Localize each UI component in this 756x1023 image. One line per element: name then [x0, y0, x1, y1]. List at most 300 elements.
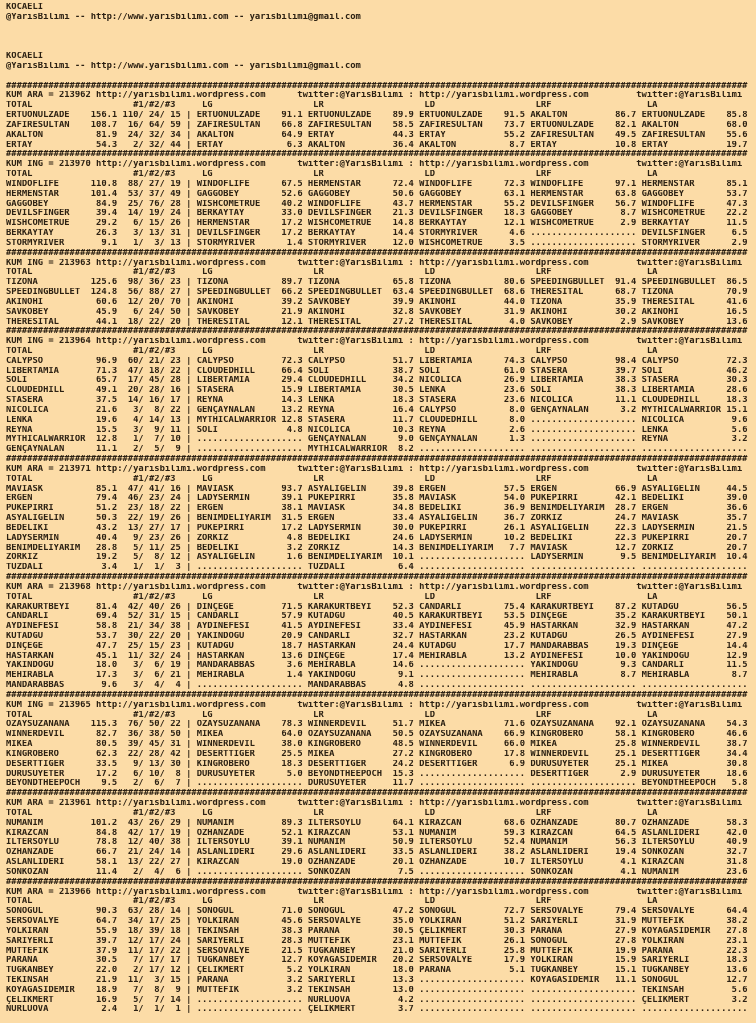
pick-name: TEKINSAH — [196, 926, 277, 936]
pick-value: 9.0 — [387, 435, 420, 445]
column-divider: | — [180, 120, 197, 130]
pick-cell — [197, 180, 308, 189]
rank-counts: 22/ 28/ 42 — [117, 749, 181, 759]
column-divider: | — [180, 189, 197, 199]
table-row — [6, 642, 756, 652]
pick-value: 34.4 — [721, 749, 753, 759]
pick-cell — [530, 396, 641, 405]
pick-value: 82.1 — [609, 120, 642, 130]
table-row — [6, 239, 756, 249]
pick-value: 10.8 — [609, 140, 642, 150]
pick-value: 87.2 — [609, 602, 642, 612]
rank-counts: 13/ 27/ 17 — [117, 523, 181, 533]
pick-name: MIKEA — [419, 720, 499, 730]
pick-name: MYTHICALWARRIOR — [196, 415, 277, 425]
pick-name: SAVKOBEY — [530, 317, 610, 327]
pick-name: SARIYERLI — [641, 956, 722, 966]
column-divider: | — [180, 297, 197, 307]
pick-value: 8.0 — [498, 405, 531, 415]
pick-cell — [308, 947, 419, 956]
pick-name: TEKINSAH — [307, 985, 388, 995]
pick-cell — [419, 308, 530, 317]
pick-value: 38.2 — [721, 917, 753, 927]
column-divider: | — [180, 838, 197, 848]
pick-cell — [530, 288, 641, 297]
pick-cell — [197, 396, 308, 405]
horse-name: ASLANLIDERI — [6, 858, 86, 868]
column-divider: | — [180, 229, 197, 239]
pick-name: MAVIASK — [641, 514, 722, 524]
horse-name: TEKINSAH — [6, 975, 86, 985]
column-divider: | — [180, 818, 197, 828]
pick-value: 11.1 — [609, 396, 642, 406]
pick-name: TIZONA — [419, 278, 499, 288]
pick-value: 15.1 — [721, 405, 753, 415]
rank-counts: 63/ 28/ 14 — [117, 907, 181, 917]
pick-value: 29.6 — [276, 848, 308, 858]
pick-cell — [642, 534, 753, 543]
pick-value: 30.3 — [498, 926, 531, 936]
pick-name: TUGKANBEY — [196, 956, 277, 966]
table-row — [6, 544, 756, 554]
pick-cell — [642, 622, 753, 631]
pick-cell — [308, 357, 419, 366]
pick-cell — [419, 318, 530, 327]
rank-counts: 1/ 1/ 1 — [117, 1005, 181, 1015]
pick-cell — [197, 288, 308, 297]
column-divider: | — [180, 1005, 197, 1015]
pick-cell — [642, 485, 753, 494]
pick-name: KINGROBERO — [530, 730, 610, 740]
pick-value: 91.5 — [498, 111, 531, 121]
pick-cell — [530, 720, 641, 729]
horse-name: HERMENSTAR — [6, 189, 86, 199]
pick-value: 9.3 — [609, 661, 642, 671]
pick-cell — [308, 180, 419, 189]
pick-value: 5.2 — [276, 966, 308, 976]
pick-value: 52.4 — [498, 838, 531, 848]
pick-name: WINNERDEVIL — [307, 720, 388, 730]
pick-name: NUMANIM — [641, 867, 722, 877]
pick-name: PARANA — [196, 975, 277, 985]
rank-counts: 25/ 15/ 23 — [117, 641, 181, 651]
table-row — [6, 976, 756, 986]
pick-cell — [419, 858, 530, 867]
pick-cell — [419, 652, 530, 661]
pick-value: 50.1 — [721, 612, 753, 622]
pick-cell — [530, 121, 641, 130]
pick-cell — [642, 770, 753, 779]
pick-cell — [419, 524, 530, 533]
pick-value: 54.3 — [721, 720, 753, 730]
total-value: 9.6 — [85, 681, 118, 691]
pick-name: GENÇAYNALAN — [530, 405, 610, 415]
pick-value: 13.6 — [276, 651, 308, 661]
pick-cell — [642, 996, 753, 1005]
pick-name: PUKEPIRRI — [641, 533, 722, 543]
pick-name: MYTHICALWARRIOR — [641, 405, 722, 415]
pick-name: ERTUONULZADE — [530, 120, 610, 130]
missing-pick-dots: .................... — [530, 779, 642, 789]
pick-name: MÜTTEFIK — [641, 917, 722, 927]
pick-cell — [197, 740, 308, 749]
missing-pick-dots: .................... — [530, 425, 642, 435]
pick-name: MEHIRABLA — [641, 671, 722, 681]
pick-value: 39.1 — [276, 494, 308, 504]
race-section — [6, 789, 756, 877]
column-header: TOTAL #1/#2/#3 LG LR LD LRF LA — [6, 346, 748, 356]
pick-name: WISHCOMETRUE — [530, 219, 610, 229]
pick-cell — [419, 966, 530, 975]
pick-name: HASTARKAN — [641, 622, 722, 632]
pick-name: KARAKURTBEYI — [419, 612, 499, 622]
pick-cell — [530, 318, 641, 327]
pick-value: 12.1 — [276, 317, 308, 327]
pick-value: 85.1 — [721, 179, 753, 189]
pick-value: 33.4 — [387, 622, 420, 632]
pick-name: REYNA — [641, 435, 722, 445]
missing-pick-dots: .................... — [419, 681, 531, 691]
rank-counts: 76/ 50/ 22 — [117, 720, 181, 730]
rank-counts: 5/ 8/ 12 — [117, 553, 181, 563]
pick-cell — [642, 661, 753, 670]
horse-name: MÜTTEFIK — [6, 946, 86, 956]
column-divider: | — [180, 907, 197, 917]
pick-cell — [419, 956, 530, 965]
pick-value: 25.8 — [498, 946, 531, 956]
pick-cell — [642, 416, 753, 425]
pick-value: 21.3 — [387, 209, 420, 219]
pick-value: 44.3 — [387, 130, 420, 140]
pick-value: 71.0 — [276, 907, 308, 917]
rank-counts: 3/ 4/ 4 — [117, 681, 181, 691]
pick-name: ÖZAYSUZANANA — [307, 730, 388, 740]
pick-name: SAVKOBEY — [641, 317, 722, 327]
missing-pick-dots: .................... — [641, 1005, 753, 1015]
pick-cell — [197, 504, 308, 513]
column-header: TOTAL #1/#2/#3 LG LR LD LRF LA — [6, 474, 748, 484]
pick-name: THERESITAL — [641, 297, 722, 307]
total-value: 9.1 — [85, 238, 118, 248]
pick-name: ERTAY — [419, 130, 499, 140]
pick-value: 97.1 — [609, 179, 642, 189]
pick-name: MÜTTEFIK — [419, 936, 499, 946]
horse-name: SONKOZAN — [6, 867, 86, 877]
missing-pick-dots: .................... — [530, 563, 642, 573]
pick-cell — [197, 937, 308, 946]
pick-value: 74.3 — [498, 356, 531, 366]
pick-cell — [197, 209, 308, 218]
pick-cell — [419, 514, 530, 523]
total-value: 108.7 — [85, 120, 118, 130]
pick-name: SONOGUL — [641, 975, 722, 985]
pick-value: 25.1 — [609, 759, 642, 769]
pick-cell — [197, 308, 308, 317]
pick-value: 18.0 — [387, 966, 420, 976]
pick-value: 63.8 — [609, 189, 642, 199]
pick-value: 36.7 — [498, 514, 531, 524]
pick-cell — [308, 494, 419, 503]
pick-value: 3.7 — [387, 1005, 420, 1015]
pick-name: LADYSERMIN — [641, 523, 722, 533]
pick-name: MIKEA — [307, 749, 388, 759]
column-divider: | — [180, 641, 197, 651]
pick-cell — [642, 829, 753, 838]
table-row — [6, 485, 756, 495]
pick-value: 25.8 — [609, 740, 642, 750]
pick-cell — [642, 671, 753, 680]
total-value: 21.9 — [85, 975, 118, 985]
pick-cell — [642, 612, 753, 621]
pick-cell — [642, 426, 753, 435]
rank-counts: 1/ 3/ 13 — [117, 238, 181, 248]
pick-cell — [419, 219, 530, 228]
pick-name: NUMANIM — [419, 828, 499, 838]
pick-name: CALYPSO — [419, 405, 499, 415]
missing-pick-dots: .................... — [419, 661, 531, 671]
pick-name: ÖZHANZADE — [419, 858, 499, 868]
section-header: KUM ING = 213965 http://yarisbilimi.wordpress.com twitter:@YarisBilimi : http://yarisbilimi.wordpress.com twitter:@YarisBilimi — [6, 700, 743, 710]
pick-name: HASTARKAN — [196, 651, 277, 661]
pick-cell — [419, 603, 530, 612]
pick-value: 13.6 — [721, 966, 753, 976]
rank-counts: 88/ 27/ 19 — [117, 179, 181, 189]
pick-value: 78.3 — [276, 720, 308, 730]
pick-value: 19.4 — [609, 848, 642, 858]
pick-value: 14.4 — [387, 229, 420, 239]
pick-cell — [642, 858, 753, 867]
table-row — [6, 760, 756, 770]
pick-name: ERGEN — [196, 504, 277, 514]
pick-name: MÜTTEFIK — [196, 985, 277, 995]
pick-cell — [308, 986, 419, 995]
horse-name: AYDINEFESI — [6, 622, 86, 632]
pick-value: 68.7 — [609, 288, 642, 298]
table-row — [6, 720, 756, 730]
pick-value: 52.3 — [387, 602, 420, 612]
total-value: 37.9 — [85, 946, 118, 956]
pick-cell — [642, 514, 753, 523]
pick-value: 70.9 — [721, 288, 753, 298]
pick-name: YOLKIRAN — [419, 917, 499, 927]
pick-cell — [642, 298, 753, 307]
pick-name: ERTAY — [307, 130, 388, 140]
pick-name: KIRAZCAN — [419, 818, 499, 828]
pick-cell — [197, 544, 308, 553]
pick-value: 10.2 — [498, 533, 531, 543]
pick-cell — [419, 367, 530, 376]
pick-name: KINGROBERO — [419, 749, 499, 759]
pick-value: 2.9 — [609, 219, 642, 229]
pick-cell — [197, 730, 308, 739]
horse-name: ILTERSOYLU — [6, 838, 86, 848]
table-row — [6, 318, 756, 328]
table-row — [6, 681, 756, 691]
pick-cell — [419, 200, 530, 209]
pick-cell — [197, 770, 308, 779]
pick-value: 30.8 — [721, 759, 753, 769]
pick-name: KÖYAGASIDEMIR — [641, 926, 722, 936]
pick-value: 5.6 — [721, 985, 753, 995]
pick-cell — [530, 544, 641, 553]
table-row — [6, 141, 756, 151]
pick-cell — [197, 534, 308, 543]
table-row — [6, 180, 756, 190]
pick-name: AKALTON — [641, 120, 722, 130]
pick-value: 39.8 — [387, 484, 420, 494]
pick-name: DEVILSFINGER — [196, 229, 277, 239]
rank-counts: 34/ 17/ 25 — [117, 917, 181, 927]
pick-name: AYDINEFESI — [641, 632, 722, 641]
pick-cell — [419, 612, 530, 621]
pick-value: 3.6 — [276, 661, 308, 671]
horse-name: SAVKOBEY — [6, 307, 86, 317]
pick-name: LADYSERMIN — [530, 553, 610, 563]
section-header: KUM ING = 213970 http://yarisbilimi.wordpress.com twitter:@YarisBilimi : http://yarisbilimi.wordpress.com twitter:@YarisBilimi — [6, 160, 743, 170]
pick-value: 93.7 — [276, 484, 308, 494]
pick-name: DEVILSFINGER — [307, 209, 388, 219]
column-divider: | — [180, 995, 197, 1005]
pick-value: 51.7 — [387, 356, 420, 366]
rank-counts: 2/ 32/ 44 — [117, 140, 181, 150]
rank-counts: 39/ 45/ 31 — [117, 740, 181, 750]
pick-name: ERTUONULZADE — [419, 111, 499, 121]
pick-cell — [642, 553, 753, 562]
pick-name: NUMANIM — [307, 838, 388, 848]
pick-cell — [197, 406, 308, 415]
total-value: 60.6 — [85, 297, 118, 307]
pick-cell — [530, 504, 641, 513]
rank-counts: 60/ 21/ 23 — [117, 356, 181, 366]
pick-name: ASYALIGELIN — [641, 484, 722, 494]
pick-value: 36.9 — [498, 504, 531, 514]
pick-name: ASYALIGELIN — [307, 484, 388, 494]
total-value: 3.4 — [85, 563, 118, 573]
pick-name: ZORKIZ — [307, 543, 388, 553]
pick-cell — [419, 544, 530, 553]
pick-value: 16.5 — [721, 307, 753, 317]
pick-name: SPEEDINGBULLET — [419, 288, 499, 298]
pick-name: DEVILSFINGER — [530, 199, 610, 209]
pick-value: 56.5 — [721, 602, 753, 612]
missing-pick-dots: .................... — [196, 1005, 308, 1015]
pick-value: 12.7 — [609, 543, 642, 553]
pick-cell — [419, 947, 530, 956]
pick-value: 11.7 — [387, 415, 420, 425]
pick-name: DESERTTIGER — [419, 759, 499, 769]
pick-cell — [308, 544, 419, 553]
pick-name: BENIMDELIYARIM — [641, 553, 722, 563]
horse-name: SONOGUL — [6, 907, 86, 917]
pick-cell — [530, 760, 641, 769]
total-value: 18.9 — [85, 985, 118, 995]
pick-cell — [642, 720, 753, 729]
pick-name: CANDARLI — [419, 602, 499, 612]
pick-name: KIRAZCAN — [641, 858, 722, 868]
rank-counts: 43/ 26/ 29 — [117, 818, 181, 828]
pick-name: YAKINDOGU — [530, 661, 610, 671]
pick-name: ASLANLIDERI — [307, 848, 388, 858]
rank-counts: 9/ 23/ 26 — [117, 533, 181, 543]
pick-name: REYNA — [196, 396, 277, 406]
pick-cell — [530, 730, 641, 739]
pick-name: KIRAZCAN — [307, 828, 388, 838]
pick-name: SOLI — [530, 386, 610, 396]
pick-cell — [642, 278, 753, 287]
pick-value: 27.9 — [609, 926, 642, 936]
pick-cell — [419, 357, 530, 366]
rank-counts: 6/ 24/ 50 — [117, 307, 181, 317]
pick-name: WINNERDEVIL — [641, 740, 722, 750]
column-divider: | — [180, 514, 197, 524]
pick-name: NICOLICA — [307, 425, 388, 435]
pick-name: MANDARABBAS — [307, 681, 388, 691]
pick-cell — [308, 278, 419, 287]
pick-name: CANDARLI — [307, 632, 388, 641]
pick-value: 13.0 — [387, 985, 420, 995]
horse-name: CANDARLI — [6, 612, 86, 622]
pick-value: 39.9 — [387, 297, 420, 307]
pick-name: SAVKOBEY — [419, 307, 499, 317]
rank-counts: 14/ 16/ 17 — [117, 396, 181, 406]
table-row — [6, 868, 756, 878]
pick-cell — [642, 494, 753, 503]
pick-value: 10.0 — [609, 651, 642, 661]
blank-line — [6, 32, 756, 42]
pick-cell — [419, 917, 530, 926]
pick-value: 43.7 — [387, 199, 420, 209]
pick-name: SERSÖVALYE — [530, 907, 610, 917]
pick-cell — [308, 917, 419, 926]
pick-cell — [308, 632, 419, 641]
pick-name: MIKEA — [196, 730, 277, 740]
table-row — [6, 917, 756, 927]
column-divider: | — [180, 317, 197, 327]
pick-name: WISHCOMETRUE — [307, 219, 388, 229]
pick-cell — [308, 111, 419, 120]
pick-value: 18.3 — [721, 396, 753, 406]
missing-pick-dots: .................... — [641, 445, 753, 455]
pick-name: BEDELIKI — [641, 494, 722, 504]
section-header: KUM ING = 213964 http://yarisbilimi.wordpress.com twitter:@YarisBilimi : http://yarisbilimi.wordpress.com twitter:@YarisBilimi — [6, 337, 743, 347]
pick-value: 35.9 — [609, 297, 642, 307]
pick-name: ZAFIRESULTAN — [530, 130, 610, 140]
pick-name: YAKINDOGU — [196, 632, 277, 641]
pick-name: STORMYRIVER — [419, 229, 499, 239]
table-row — [6, 947, 756, 957]
pick-name: KARAKURTBEYI — [530, 602, 610, 612]
pick-name: CLOUDEDHILL — [419, 415, 499, 425]
pick-value: 8.7 — [609, 209, 642, 219]
table-row — [6, 288, 756, 298]
pick-name: STORMYRIVER — [641, 238, 722, 248]
pick-cell — [308, 396, 419, 405]
pick-value: 6.4 — [387, 563, 420, 573]
pick-name: ÇELIKMERT — [307, 1005, 388, 1015]
pick-name: LADYSERMIN — [196, 494, 277, 504]
pick-cell — [530, 858, 641, 867]
pick-cell — [308, 671, 419, 680]
pick-name: ASLANLIDERI — [419, 848, 499, 858]
pick-value: 24.4 — [387, 641, 420, 651]
column-divider: | — [180, 199, 197, 209]
total-value: 28.8 — [85, 543, 118, 553]
horse-name: ERTAY — [6, 140, 86, 150]
pick-name: BEDELIKI — [530, 533, 610, 543]
pick-value: 17.2 — [276, 219, 308, 229]
rank-counts: 6/ 15/ 26 — [117, 219, 181, 229]
pick-value: 8.0 — [498, 415, 531, 425]
